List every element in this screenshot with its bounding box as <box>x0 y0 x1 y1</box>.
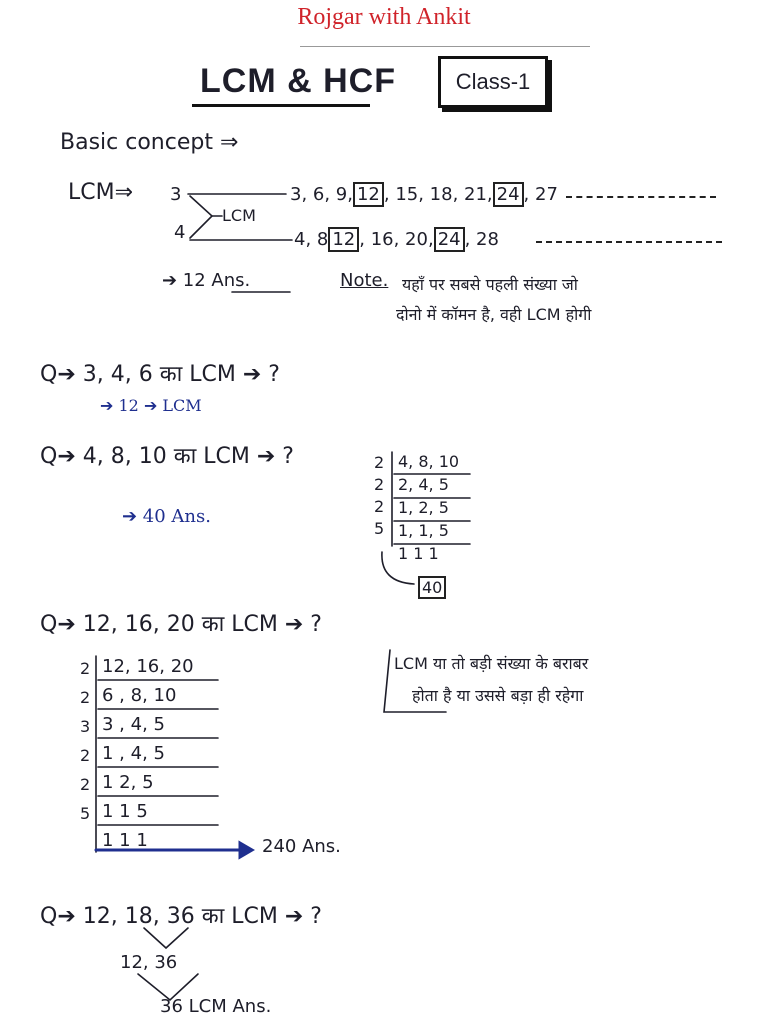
answer-1: ➔ 12 ➔ LCM <box>100 396 202 415</box>
answer-2: ➔ 40 Ans. <box>122 506 211 527</box>
q2-result-box: 40 <box>418 576 446 599</box>
question-3: Q➔ 12, 16, 20 का LCM ➔ ? <box>40 612 322 637</box>
question-4: Q➔ 12, 18, 36 का LCM ➔ ? <box>40 904 322 929</box>
class-badge: Class-1 <box>438 56 548 108</box>
note-line-1: यहाँ पर सबसे पहली संख्या जो <box>402 275 578 294</box>
multiples-of-four: 4, 8 12 , 16, 20, 24 , 28 <box>294 229 499 250</box>
number-four: 4 <box>174 222 186 243</box>
q3-divisors: 2 2 3 2 2 5 <box>80 659 91 823</box>
page-title: LCM & HCF <box>200 62 396 100</box>
q3-division-rows: 12, 16, 20 6 , 8, 10 3 , 4, 5 1 , 4, 5 1 2, 5 1 1 5 1 1 1 <box>102 656 194 851</box>
basic-concept-heading: Basic concept ⇒ <box>60 130 239 155</box>
lcm-label: LCM⇒ <box>68 180 134 205</box>
q2-divisors: 2 2 2 5 <box>374 453 385 538</box>
common-12: 12 <box>328 227 359 252</box>
answer-3: 240 Ans. <box>262 836 341 857</box>
q4-pair: 12, 36 <box>120 952 178 973</box>
multiples-of-three: 3, 6, 9, 12 , 15, 18, 21, 24 , 27 <box>290 184 558 205</box>
basic-answer: ➔ 12 Ans. <box>162 270 251 291</box>
common-24: 24 <box>434 227 465 252</box>
question-2: Q➔ 4, 8, 10 का LCM ➔ ? <box>40 444 294 469</box>
q2-division-rows: 4, 8, 10 2, 4, 5 1, 2, 5 1, 1, 5 1 1 1 <box>398 452 460 563</box>
q3-note-line-1: LCM या तो बड़ी संख्या के बराबर <box>394 654 589 673</box>
question-1: Q➔ 3, 4, 6 का LCM ➔ ? <box>40 362 280 387</box>
answer-4: 36 LCM Ans. <box>160 996 272 1017</box>
lcm-tag: LCM <box>222 206 256 225</box>
common-12: 12 <box>353 182 384 207</box>
common-24: 24 <box>493 182 524 207</box>
note-line-2: दोनो में कॉमन है, वही LCM होगी <box>396 305 592 324</box>
number-three: 3 <box>170 184 182 205</box>
note-label: Note. <box>340 270 389 291</box>
q3-note-line-2: होता है या उससे बड़ा ही रहेगा <box>412 686 584 705</box>
brand-header: Rojgar with Ankit <box>297 4 471 30</box>
